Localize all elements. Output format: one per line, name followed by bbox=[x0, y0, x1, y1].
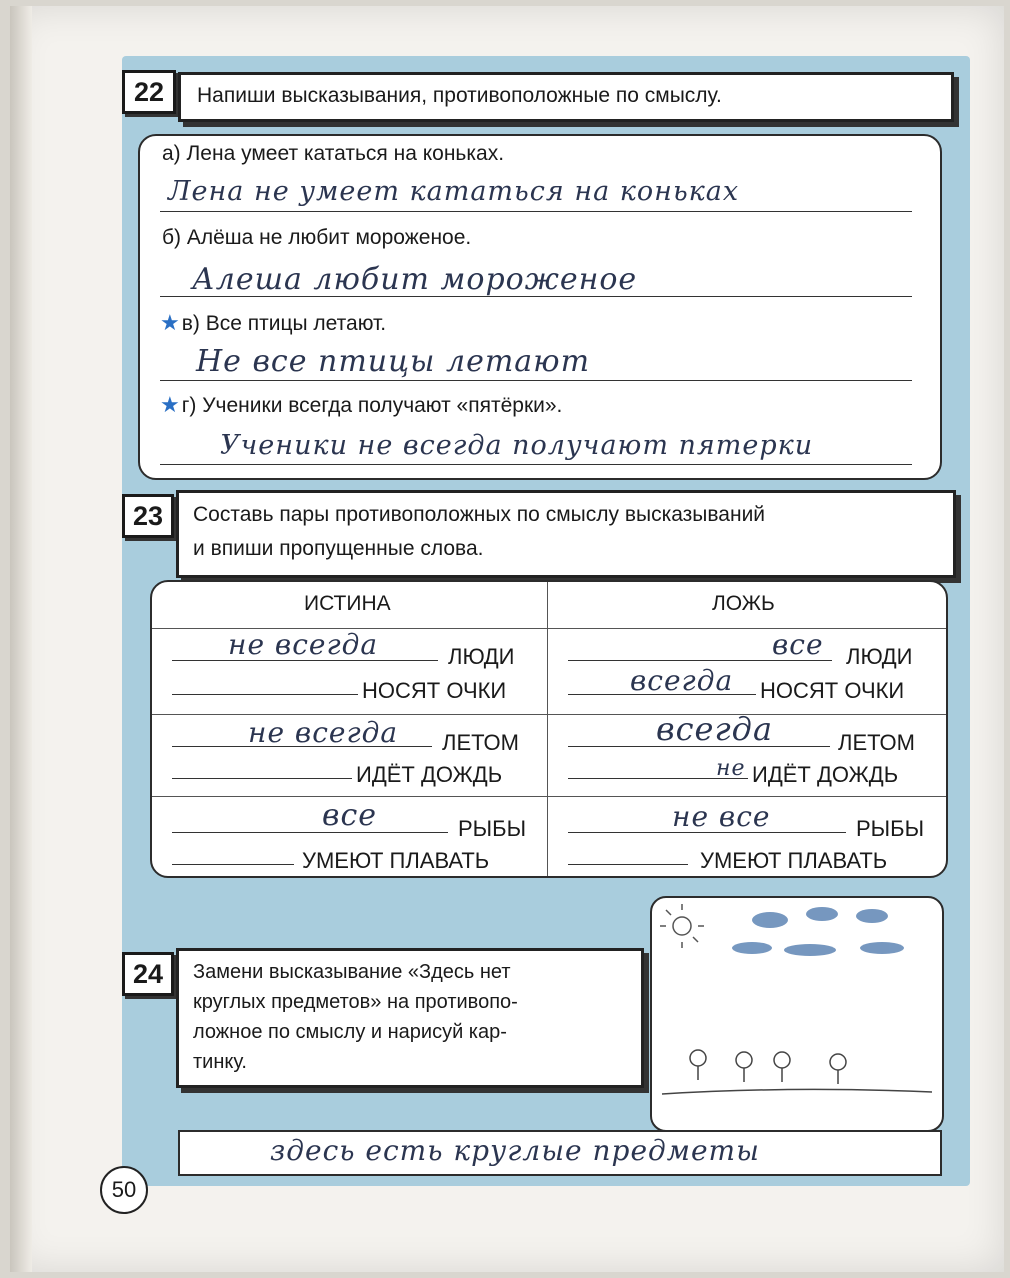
task24-answer-bar[interactable] bbox=[178, 1130, 942, 1176]
table-row-line bbox=[152, 714, 946, 715]
task24-line1: Замени высказывание «Здесь нет bbox=[193, 961, 511, 983]
task23-instruction-box bbox=[176, 490, 956, 578]
answer-line bbox=[172, 778, 352, 779]
column-header-false: ЛОЖЬ bbox=[712, 592, 775, 615]
row1-false-answer1[interactable]: все bbox=[772, 628, 824, 661]
task24-answer[interactable]: здесь есть круглые предметы bbox=[270, 1134, 760, 1167]
task22-item-d-label: г) Ученики всегда получают «пятёрки». bbox=[181, 394, 563, 417]
task22-answer-a[interactable]: Лена не умеет кататься на коньках bbox=[168, 176, 740, 207]
task22-line-c bbox=[160, 380, 912, 381]
star-icon: ★ bbox=[160, 310, 180, 335]
row1-true-answer[interactable]: не всегда bbox=[228, 628, 379, 661]
task22-answer-c[interactable]: Не все птицы летают bbox=[196, 344, 591, 379]
cloud-icon bbox=[732, 907, 904, 956]
task22-line-a bbox=[160, 211, 912, 212]
row3-true-word1: РЫБЫ bbox=[458, 816, 527, 841]
row1-false-word2: НОСЯТ ОЧКИ bbox=[760, 678, 905, 703]
task22-item-c bbox=[160, 310, 386, 336]
task23-instruction-line2: и впиши пропущенные слова. bbox=[193, 537, 484, 560]
table-row-line bbox=[152, 796, 946, 797]
star-icon: ★ bbox=[160, 392, 180, 417]
task22-item-a: а) Лена умеет кататься на коньках. bbox=[162, 142, 505, 165]
task24-line2: круглых предметов» на противопо- bbox=[193, 991, 518, 1013]
page-number: 50 bbox=[100, 1166, 148, 1214]
sun-icon bbox=[660, 904, 704, 948]
row2-false-word2: ИДЁТ ДОЖДЬ bbox=[752, 762, 899, 787]
row1-false-answer2[interactable]: всегда bbox=[630, 664, 734, 697]
flower-icon bbox=[690, 1050, 846, 1084]
task22-number: 22 bbox=[122, 70, 176, 114]
answer-line bbox=[172, 694, 358, 695]
task22-item-d bbox=[160, 392, 562, 418]
row3-false-word2: УМЕЮТ ПЛАВАТЬ bbox=[700, 848, 888, 873]
workbook-page bbox=[10, 6, 1004, 1272]
row3-false-answer1[interactable]: не все bbox=[672, 800, 771, 833]
task22-line-b bbox=[160, 296, 912, 297]
task24-line4: тинку. bbox=[193, 1051, 247, 1073]
column-header-true: ИСТИНА bbox=[304, 592, 391, 615]
row2-false-answer2[interactable]: не bbox=[716, 756, 746, 781]
page-spine bbox=[10, 6, 32, 1272]
drawing-area[interactable] bbox=[650, 896, 944, 1132]
task22-instruction-box bbox=[178, 72, 954, 122]
answer-line bbox=[568, 864, 688, 865]
row3-true-answer[interactable]: все bbox=[322, 798, 378, 833]
row1-false-word1: ЛЮДИ bbox=[846, 644, 913, 669]
row2-true-word1: ЛЕТОМ bbox=[442, 730, 519, 755]
row3-false-word1: РЫБЫ bbox=[856, 816, 925, 841]
task22-item-c-label: в) Все птицы летают. bbox=[181, 312, 387, 335]
table-divider bbox=[547, 582, 548, 876]
row1-true-word1: ЛЮДИ bbox=[448, 644, 515, 669]
child-drawing bbox=[652, 898, 942, 1130]
answer-line bbox=[172, 864, 294, 865]
task24-instruction-box bbox=[176, 948, 644, 1088]
truth-table bbox=[150, 580, 948, 878]
task22-instruction: Напиши высказывания, противоположные по смыслу. bbox=[197, 84, 722, 107]
task22-line-d bbox=[160, 464, 912, 465]
task23-number: 23 bbox=[122, 494, 174, 538]
ground-line bbox=[662, 1089, 932, 1094]
task22-answer-b[interactable]: Алеша любит мороженое bbox=[192, 262, 638, 297]
task23-instruction-line1: Составь пары противоположных по смыслу высказываний bbox=[193, 503, 766, 526]
row3-true-word2: УМЕЮТ ПЛАВАТЬ bbox=[302, 848, 490, 873]
task24-line3: ложное по смыслу и нарисуй кар- bbox=[193, 1021, 507, 1043]
row1-true-word2: НОСЯТ ОЧКИ bbox=[362, 678, 507, 703]
row2-true-word2: ИДЁТ ДОЖДЬ bbox=[356, 762, 503, 787]
row2-true-answer[interactable]: не всегда bbox=[248, 716, 399, 749]
answer-line bbox=[172, 832, 448, 833]
row2-false-answer1[interactable]: всегда bbox=[656, 710, 774, 748]
task22-answer-d[interactable]: Ученики не всегда получают пятерки bbox=[220, 430, 814, 461]
task22-item-b: б) Алёша не любит мороженое. bbox=[162, 226, 472, 249]
row2-false-word1: ЛЕТОМ bbox=[838, 730, 915, 755]
task24-number: 24 bbox=[122, 952, 174, 996]
